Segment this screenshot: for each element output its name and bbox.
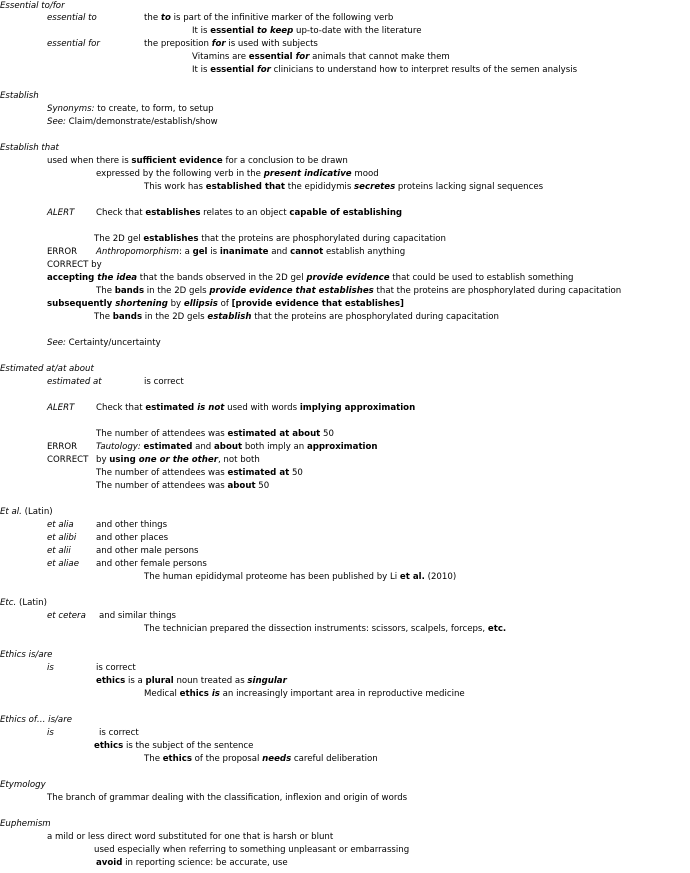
text-run: used when there is: [47, 156, 132, 166]
text-line: [96, 467, 303, 479]
text-run: Ethics is/are: [0, 650, 53, 660]
text-run: sufficient evidence: [131, 156, 223, 166]
text-run: by: [167, 299, 184, 309]
text-run: singular: [247, 676, 287, 686]
text-run: estimated at about: [227, 429, 321, 439]
text-run: The technician prepared the dissection instruments: scissors, scalpels, forceps,: [144, 624, 488, 634]
text-run: The number of attendees was: [96, 481, 228, 491]
text-run: (2010): [424, 572, 457, 582]
text-run: is correct: [96, 663, 136, 673]
text-line: [47, 337, 161, 349]
text-line: [47, 116, 218, 128]
text-line: [94, 311, 499, 323]
text-line: [192, 64, 577, 76]
text-run: ethics: [96, 676, 126, 686]
text-run: Estimated at/at about: [0, 364, 94, 374]
text-run: established that: [205, 182, 285, 192]
text-run: etc.: [487, 624, 507, 634]
text-run: provide evidence that establishes: [209, 286, 374, 296]
text-line: [94, 740, 253, 752]
text-line: [47, 545, 71, 557]
text-run: estimated: [145, 403, 198, 413]
text-line: [192, 25, 421, 37]
text-run: proteins lacking signal sequences: [395, 182, 544, 192]
text-line: [96, 857, 288, 869]
text-run: et cetera: [47, 611, 86, 621]
text-line: [47, 246, 77, 258]
text-run: is: [211, 689, 220, 699]
text-run: about: [227, 481, 256, 491]
text-line: [96, 428, 334, 440]
text-run: approximation: [306, 442, 378, 452]
entry-heading: [0, 363, 94, 375]
text-run: The human epididymal proteome has been published by Li: [144, 572, 400, 582]
text-run: a mild or less direct word substituted for one that is harsh or blunt: [47, 832, 334, 842]
text-run: provide evidence: [306, 273, 390, 283]
text-line: [96, 662, 136, 674]
text-run: the: [144, 13, 161, 23]
text-run: estimated: [143, 442, 193, 452]
text-run: is used with subjects: [225, 39, 318, 49]
text-run: establish anything: [323, 247, 406, 257]
text-line: [144, 181, 543, 193]
text-run: Certainty/uncertainty: [65, 338, 161, 348]
text-run: Check that: [96, 208, 146, 218]
text-run: present indicative: [263, 169, 352, 179]
text-run: needs: [262, 754, 292, 764]
text-line: [144, 38, 318, 50]
text-run: is the subject of the sentence: [123, 741, 254, 751]
text-line: [144, 688, 465, 700]
text-run: essential: [248, 52, 296, 62]
text-run: [provide evidence that establishes]: [231, 299, 404, 309]
text-line: [96, 207, 402, 219]
text-run: capable of establishing: [289, 208, 403, 218]
entry-heading: [0, 90, 39, 102]
text-line: [96, 675, 287, 687]
text-line: [47, 272, 573, 284]
text-run: CORRECT by: [47, 260, 102, 270]
text-line: [47, 402, 74, 414]
text-run: shortening: [115, 299, 168, 309]
text-line: [144, 571, 456, 583]
text-run: and other places: [96, 533, 169, 543]
text-line: [47, 12, 97, 24]
text-run: bands: [112, 312, 143, 322]
text-run: et alii: [47, 546, 71, 556]
text-line: [0, 506, 53, 518]
text-run: of the proposal: [191, 754, 263, 764]
text-run: Vitamins are: [192, 52, 249, 62]
text-run: clinicians to understand how to interpret results of the semen analysis: [270, 65, 578, 75]
text-run: in reporting science: be accurate, use: [122, 858, 288, 868]
text-run: ALERT: [47, 208, 75, 218]
text-run: The number of attendees was: [96, 468, 228, 478]
text-line: [47, 532, 76, 544]
text-run: The branch of grammar dealing with the classification, inflexion and origin of words: [47, 793, 408, 803]
entry-heading: [0, 818, 51, 830]
text-line: [99, 610, 176, 622]
entry-heading: [0, 714, 72, 726]
text-run: et aliae: [47, 559, 79, 569]
text-run: subsequently: [47, 299, 116, 309]
text-run: and other things: [96, 520, 168, 530]
text-line: [144, 753, 378, 765]
text-run: and other male persons: [96, 546, 199, 556]
text-run: relates to an object: [200, 208, 290, 218]
text-run: and: [268, 247, 291, 257]
text-line: [0, 597, 47, 609]
text-run: is a: [125, 676, 146, 686]
text-run: Synonyms:: [47, 104, 95, 114]
text-run: and: [192, 442, 214, 452]
text-run: careful deliberation: [291, 754, 378, 764]
text-run: The: [96, 286, 115, 296]
text-line: [144, 12, 393, 24]
text-run: the preposition: [144, 39, 212, 49]
text-run: (Latin): [21, 507, 53, 517]
text-run: establishes: [143, 234, 199, 244]
entry-heading: [0, 649, 52, 661]
text-run: that the proteins are phosphorylated during capacitation: [198, 234, 446, 244]
text-run: and other female persons: [96, 559, 207, 569]
text-run: et alibi: [47, 533, 77, 543]
text-run: This work has: [144, 182, 206, 192]
text-line: [47, 662, 54, 674]
text-run: for: [211, 39, 226, 49]
text-run: Etc.: [0, 598, 17, 608]
text-run: The: [144, 754, 163, 764]
text-line: [96, 246, 405, 258]
text-line: [47, 207, 74, 219]
text-run: Anthropomorphism: [96, 247, 179, 257]
text-run: 50: [289, 468, 303, 478]
text-run: for: [257, 65, 271, 75]
text-run: to: [160, 13, 171, 23]
text-run: See:: [47, 117, 66, 127]
text-run: is correct: [99, 728, 139, 738]
text-run: the epididymis: [284, 182, 355, 192]
text-run: by: [96, 455, 110, 465]
text-run: using: [109, 455, 139, 465]
text-run: one or the other: [138, 455, 218, 465]
text-run: to create, to form, to setup: [94, 104, 214, 114]
text-line: [192, 51, 450, 63]
text-line: [47, 38, 100, 50]
text-run: is not: [197, 403, 225, 413]
text-run: that the proteins are phosphorylated during capacitation: [251, 312, 499, 322]
text-run: is correct: [144, 377, 184, 387]
text-run: Etymology: [0, 780, 46, 790]
text-line: [144, 376, 184, 388]
text-run: that the proteins are phosphorylated during capacitation: [373, 286, 622, 296]
text-run: an increasingly important area in reproductive medicine: [219, 689, 465, 699]
text-run: Establish: [0, 91, 39, 101]
text-run: accepting: [47, 273, 98, 283]
text-line: [47, 727, 54, 739]
text-run: See:: [47, 338, 66, 348]
text-line: [96, 558, 207, 570]
text-run: gel: [192, 247, 208, 257]
text-line: [94, 844, 409, 856]
text-run: establish: [207, 312, 252, 322]
text-line: [96, 532, 168, 544]
text-run: and similar things: [99, 611, 177, 621]
text-line: [47, 792, 407, 804]
text-line: [96, 441, 378, 453]
text-line: [47, 155, 348, 167]
text-run: that could be used to establish something: [389, 273, 574, 283]
text-run: Essential to/for: [0, 1, 65, 11]
text-run: (Latin): [16, 598, 47, 608]
text-line: [96, 168, 379, 180]
text-line: [47, 454, 88, 466]
text-run: essential: [210, 65, 258, 75]
text-run: plural: [145, 676, 174, 686]
text-line: [96, 480, 269, 492]
text-run: of: [217, 299, 232, 309]
text-run: et al.: [399, 572, 425, 582]
text-line: [96, 545, 199, 557]
entry-heading: [0, 142, 59, 154]
text-line: [94, 233, 446, 245]
text-run: Euphemism: [0, 819, 51, 829]
text-run: inanimate: [219, 247, 269, 257]
text-line: [47, 259, 102, 271]
text-line: [47, 831, 333, 843]
text-run: establishes: [145, 208, 201, 218]
text-line: [47, 376, 102, 388]
text-run: in the 2D gels: [142, 312, 208, 322]
text-run: avoid: [96, 858, 123, 868]
text-run: essential: [210, 26, 258, 36]
text-run: ERROR: [47, 247, 78, 257]
text-run: cannot: [290, 247, 324, 257]
text-run: ethics: [94, 741, 124, 751]
text-run: is part of the infinitive marker of the following verb: [170, 13, 394, 23]
text-run: The 2D gel: [94, 234, 144, 244]
entry-heading: [0, 779, 46, 791]
text-run: that the bands observed in the 2D gel: [137, 273, 307, 283]
text-run: : a: [178, 247, 193, 257]
text-run: essential for: [47, 39, 100, 49]
text-run: The number of attendees was: [96, 429, 228, 439]
text-run: for: [295, 52, 310, 62]
text-run: It is: [192, 65, 211, 75]
text-run: expressed by the following verb in the: [96, 169, 264, 179]
text-run: is: [47, 663, 54, 673]
text-line: [47, 441, 77, 453]
text-run: used with words: [224, 403, 300, 413]
text-run: ethics: [162, 754, 192, 764]
text-run: Ethics of… is/are: [0, 715, 73, 725]
text-run: the idea: [97, 273, 138, 283]
text-run: ellipsis: [183, 299, 218, 309]
text-run: animals that cannot make them: [309, 52, 450, 62]
text-run: Et al.: [0, 507, 22, 517]
text-line: [96, 454, 260, 466]
text-run: 50: [320, 429, 334, 439]
text-run: , not both: [217, 455, 260, 465]
text-run: for a conclusion to be drawn: [222, 156, 348, 166]
text-run: bands: [114, 286, 145, 296]
text-run: essential to: [47, 13, 97, 23]
text-run: ERROR: [47, 442, 78, 452]
text-line: [47, 103, 214, 115]
text-run: Check that: [96, 403, 146, 413]
text-line: [144, 623, 506, 635]
text-run: both imply an: [242, 442, 307, 452]
text-line: [96, 519, 167, 531]
text-run: noun treated as: [173, 676, 248, 686]
text-run: Claim/demonstrate/establish/show: [65, 117, 218, 127]
text-run: It is: [192, 26, 211, 36]
text-run: implying approximation: [299, 403, 416, 413]
text-run: to keep: [257, 26, 294, 36]
text-run: ALERT: [47, 403, 75, 413]
text-line: [96, 402, 415, 414]
text-line: [99, 727, 139, 739]
text-run: ethics: [179, 689, 212, 699]
text-line: [47, 558, 79, 570]
text-run: up-to-date with the literature: [293, 26, 422, 36]
text-run: mood: [351, 169, 379, 179]
text-line: [47, 610, 86, 622]
text-run: is: [207, 247, 220, 257]
text-run: in the 2D gels: [144, 286, 210, 296]
text-line: [96, 285, 621, 297]
text-run: 50: [255, 481, 270, 491]
text-run: is: [47, 728, 54, 738]
text-line: [47, 298, 404, 310]
text-run: secretes: [354, 182, 396, 192]
text-run: Medical: [144, 689, 180, 699]
entry-heading: [0, 0, 65, 12]
text-line: [47, 519, 74, 531]
text-run: about: [214, 442, 243, 452]
text-run: Establish that: [0, 143, 59, 153]
text-run: The: [94, 312, 113, 322]
text-run: Tautology:: [96, 442, 141, 452]
text-run: CORRECT: [47, 455, 89, 465]
text-run: et alia: [47, 520, 74, 530]
text-run: used especially when referring to something unpleasant or embarrassing: [94, 845, 410, 855]
text-run: estimated at: [47, 377, 102, 387]
text-run: estimated at: [227, 468, 290, 478]
